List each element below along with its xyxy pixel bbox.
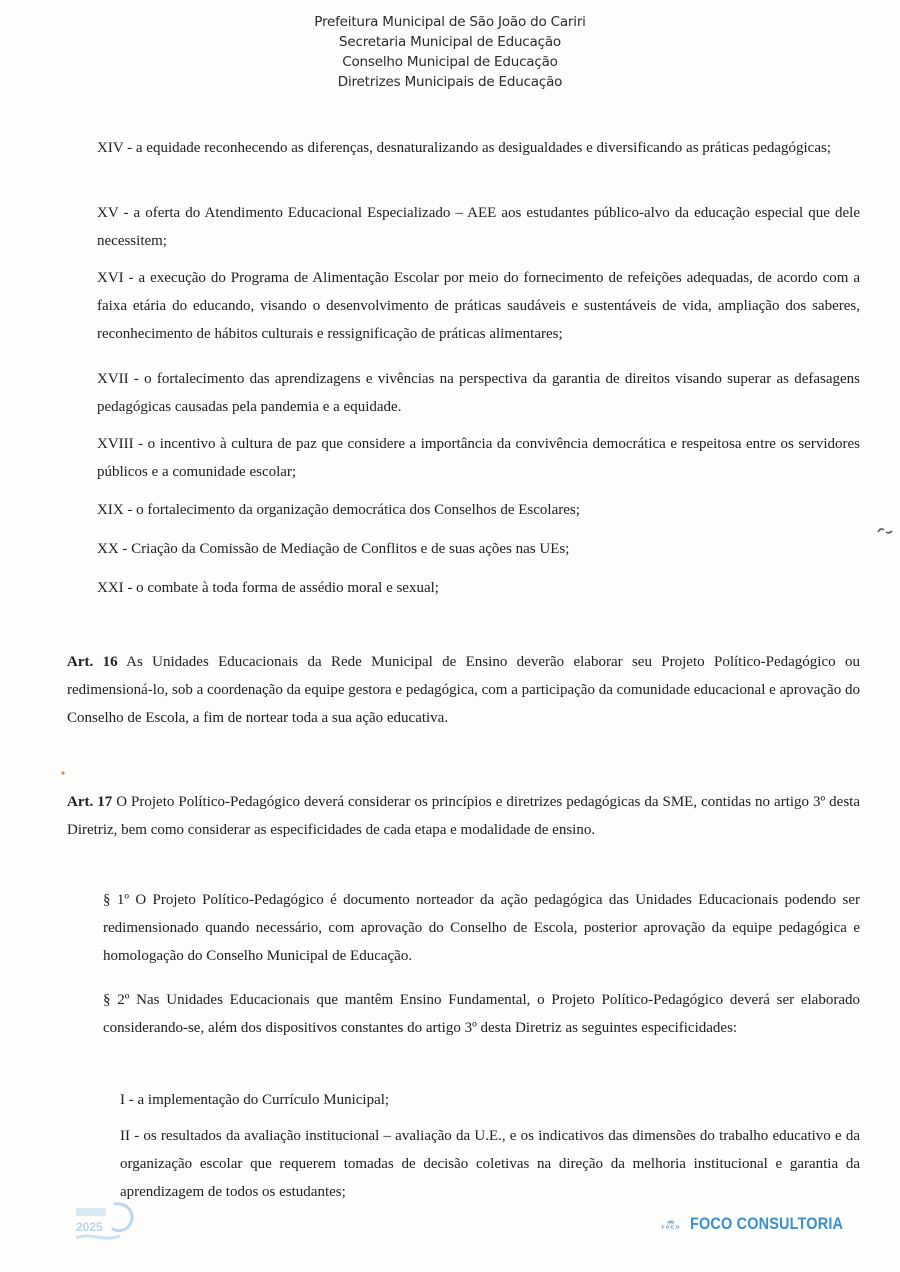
item-xviii: XVIII - o incentivo à cultura de paz que considere a importância da convivência democrática e respeitosa entre os servidores públicos e a comunidade escolar;: [97, 436, 860, 480]
sub-item-i: I - a implementação do Currículo Municipal;: [120, 1092, 390, 1108]
foco-wifi-mark-icon: [660, 1208, 682, 1240]
brand-name: FOCO CONSULTORIA: [689, 1214, 843, 1233]
header-line-secretaria: Secretaria Municipal de Educação: [339, 34, 561, 50]
sub-item-ii: II - os resultados da avaliação institucional – avaliação da U.E., e os indicativos das dimensões do trabalho educativo e da organização escolar que requerem tomadas de decisão coletivas na direção da melhoria institucional e garantia da aprendizagem de todos os estudantes;: [120, 1128, 860, 1200]
article-16-label: Art. 16: [67, 654, 118, 670]
item-xvi: XVI - a execução do Programa de Alimentação Escolar por meio do fornecimento de refeições adequadas, de acordo com a faixa etária do educando, visando o desenvolvimento de práticas saudáveis e sustentáveis de vida, ampliação dos saberes, reconhecimento de hábitos culturais e ressignificação de práticas alimentares;: [97, 270, 860, 342]
header-line-prefeitura: Prefeitura Municipal de São João do Cariri: [314, 14, 586, 30]
foco-mark-text: FOCO: [661, 1225, 681, 1231]
item-xiv: XIV - a equidade reconhecendo as diferenças, desnaturalizando as desigualdades e diversificando as práticas pedagógicas;: [97, 140, 831, 156]
article-17: [67, 788, 860, 844]
paragraph-1: § 1º O Projeto Político-Pedagógico é documento norteador da ação pedagógica das Unidades Educacionais podendo ser redimensionado quando necessário, com aprovação do Conselho de Escola, posterior aprovação da equipe pedagógica e homologação do Conselho Municipal de Educação.: [103, 892, 860, 964]
item-xvii: XVII - o fortalecimento das aprendizagens e vivências na perspectiva da garantia de direitos visando superar as defasagens pedagógicas causadas pela pandemia e a equidade.: [97, 371, 860, 415]
item-xv: XV - a oferta do Atendimento Educacional Especializado – AEE aos estudantes público-alvo da educação especial que dele necessitem;: [97, 205, 860, 249]
scan-speck-mark: [876, 526, 894, 536]
article-17-label: Art. 17: [67, 794, 113, 810]
scan-speck-dot: [60, 770, 66, 776]
item-xx: XX - Criação da Comissão de Mediação de Conflitos e de suas ações nas UEs;: [97, 541, 570, 557]
header-line-conselho: Conselho Municipal de Educação: [342, 54, 558, 70]
header-line-diretrizes: Diretrizes Municipais de Educação: [337, 74, 563, 90]
item-xix: XIX - o fortalecimento da organização democrática dos Conselhos de Escolares;: [97, 502, 580, 518]
item-xxi: XXI - o combate à toda forma de assédio moral e sexual;: [97, 580, 439, 596]
anniversary-seal-logo: [70, 1198, 138, 1248]
foco-consultoria-logo: [660, 1206, 870, 1242]
anniversary-seal-icon: [70, 1198, 138, 1248]
article-16-text: As Unidades Educacionais da Rede Municipal de Ensino deverão elaborar seu Projeto Político-Pedagógico ou redimensioná-lo, sob a coordenação da equipe gestora e pedagógica, com a participação da comunidade educacional e aprovação do Conselho de Escola, a fim de nortear toda a sua ação educativa.: [67, 654, 860, 726]
document-header: [0, 12, 900, 92]
article-17-text: O Projeto Político-Pedagógico deverá considerar os princípios e diretrizes pedagógicas da SME, contidas no artigo 3º desta Diretriz, bem como considerar as especificidades de cada etapa e modalidade de ensino.: [67, 794, 860, 838]
seal-year-text: 2025: [76, 1220, 103, 1234]
article-16: [67, 648, 860, 732]
paragraph-2: § 2º Nas Unidades Educacionais que mantêm Ensino Fundamental, o Projeto Político-Pedagógico deverá ser elaborado considerando-se, além dos dispositivos constantes do artigo 3º desta Diretriz as seguintes especificidades:: [103, 992, 860, 1036]
